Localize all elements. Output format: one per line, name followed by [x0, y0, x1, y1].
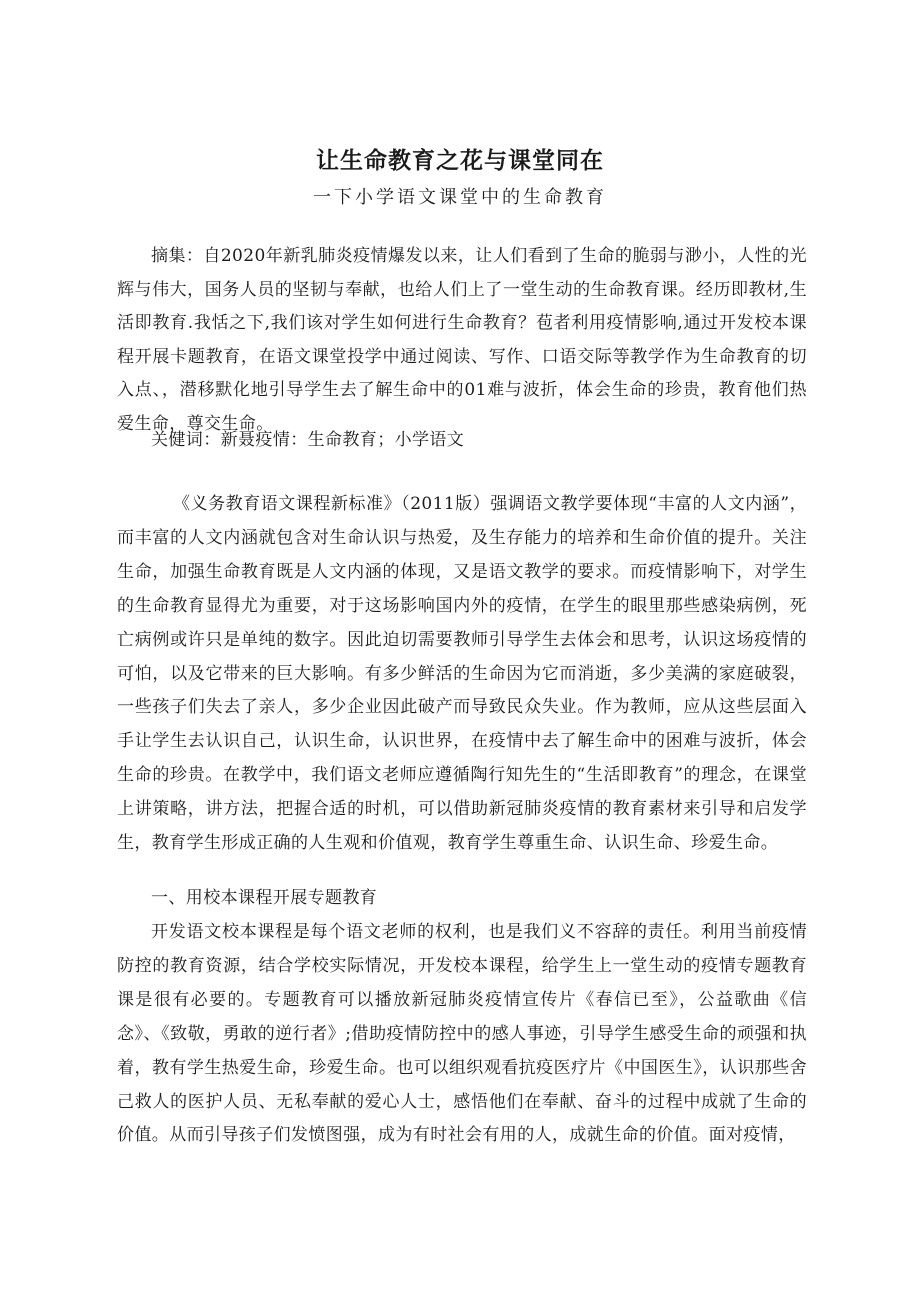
document-subtitle: 一下小学语文课堂中的生命教育: [313, 187, 607, 208]
keywords-line: 关健词：新聂疫情：生命教育；小学语文: [151, 430, 465, 450]
abstract-paragraph: 摘集：自2020年新乳肺炎疫情爆发以来，让人们看到了生命的脆弱与渺小，人性的光辉与伟大，国务人员的坚韧与奉献，也给人们上了一堂生动的生命教育课。经历即教材,生活即教育.我恬之下,我们该对学生如何进行生命教育？苞者利用疫情影响,通过开发校本课程开展卡题教育，在语文课堂投学中通过阅读、写作、口语交际等教学作为生命教育的切入点、，潜移默化地引导学生去了解生命中的01难与波折，体会生命的珍贵，教育他们热爱生命，尊交生命。: [117, 246, 807, 434]
document-title: 让生命教育之花与课堂同在: [316, 148, 604, 174]
body-paragraph-1: 《义务教育语文课程新标准》（2011版）强调语文教学要体现“丰富的人文内涵”，而丰富的人文内涵就包含对生命认识与热爱，及生存能力的培养和生命价值的提升。关注生命，加强生命教育既是人文内涵的体现，又是语文教学的要求。而疫情影响下，对学生的生命教育显得尤为重要，对于这场影响国内外的疫情，在学生的眼里那些感染病例，死亡病例或许只是单纯的数字。因此迫切需要教师引导学生去体会和思考，认识这场疫情的可怕，以及它带来的巨大影响。有多少鲜活的生命因为它而消逝，多少美满的家庭破裂，一些孩子们失去了亲人，多少企业因此破产而导致民众失业。作为教师，应从这些层面入手让学生去认识自己，认识生命，认识世界，在疫情中去了解生命中的困难与波折，体会生命的珍贵。在教学中，我们语文老师应遵循陶行知先生的“生活即教育”的理念，在课堂上讲策略，讲方法，把握合适的时机，可以借助新冠肺炎疫情的教育素材来引导和启发学生，教育学生形成正确的人生观和价值观，教育学生尊重生命、认识生命、珍爱生命。: [117, 494, 807, 854]
section-heading-1: 一、用校本课程开展专题教育: [151, 888, 378, 908]
body-paragraph-2: 开发语文校本课程是每个语文老师的权利，也是我们义不容辞的责任。利用当前疫情防控的教育资源，结合学校实际情况，开发校本课程，给学生上一堂生动的疫情专题教育课是很有必要的。专题教育可以播放新冠肺炎疫情宣传片《春信已至》，公益歌曲《信念》、《致敬，勇敢的逆行者》;借助疫情防控中的感人事迹，引导学生感受生命的顽强和执着，教有学生热爱生命，珍爱生命。也可以组织观看抗疫医疗片《中国医生》，认识那些舍己救人的医护人员、无私奉献的爱心人士，感悟他们在奉献、奋斗的过程中成就了生命的价值。从而引导孩子们发愤图强，成为有时社会有用的人，成就生命的价值。面对疫情，: [117, 922, 807, 1146]
